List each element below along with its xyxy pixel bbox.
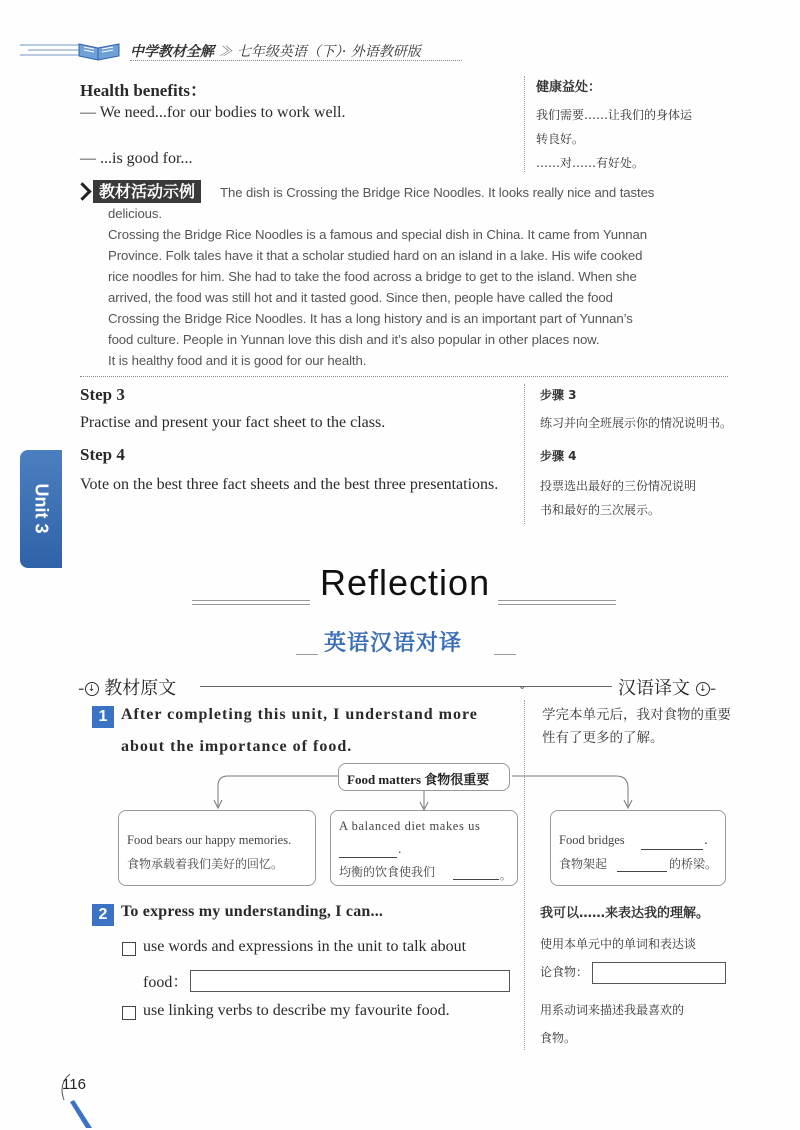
question-1-cn-a: 学完本单元后，我对食物的重要 [542, 707, 731, 723]
question-1-line-2: about the importance of food. [121, 738, 353, 755]
diet-box-cn-period: 。 [500, 869, 511, 882]
bridge-box-period: . [704, 833, 708, 847]
health-cn-line-2: ……对……有好处。 [536, 156, 645, 170]
food-matters-label: Food matters 食物很重要 [347, 772, 490, 787]
question-1-line-1: After completing this unit, I understand more [121, 706, 478, 723]
option-1-line-1: use words and expressions in the unit to talk about [143, 938, 467, 955]
question-1-badge: 1 [92, 706, 114, 728]
example-line-6: Crossing the Bridge Rice Noodles. It has a long history and is an important part of Yunnan’s [108, 311, 633, 326]
diet-box-blank-2[interactable] [453, 867, 499, 880]
reflection-title: Reflection [320, 562, 491, 603]
header-book-subtitle: 七年级英语（下）· 外语教研版 [236, 44, 421, 60]
question-2-badge: 2 [92, 904, 114, 926]
original-text-head: - ↓ 教材原文 [78, 678, 177, 699]
option-1-answer-field[interactable] [190, 970, 510, 992]
option-1-line-2: food： [143, 974, 189, 991]
page-number: 116 [62, 1076, 86, 1093]
memory-box-en: Food bears our happy memories. [127, 833, 292, 847]
translation-label: 汉语译文 [618, 678, 690, 699]
example-line-0: The dish is Crossing the Bridge Rice Noodles. It looks really nice and tastes [220, 185, 655, 200]
question-2-text: To express my understanding, I can... [121, 903, 384, 920]
question-1-cn-b: 性有了更多的了解。 [542, 730, 664, 746]
example-line-5: arrived, the food was still hot and it tasted good. Since then, people have called the food [108, 290, 613, 305]
example-line-4: rice noodles for him. She had to take the food across a bridge to get to the island. When she [108, 269, 637, 284]
section-head-mark: ⌄ [518, 681, 527, 692]
example-line-8: It is healthy food and it is good for our health. [108, 353, 367, 368]
option-2-cn-b: 食物。 [540, 1031, 577, 1045]
diet-box [330, 810, 518, 886]
original-text-label: 教材原文 [104, 678, 177, 699]
health-cn-line-1a: 我们需要……让我们的身体运 [536, 108, 693, 122]
translation-head: 汉语译文 ↓ - [618, 678, 717, 699]
option-1-cn-b: 论食物： [540, 965, 589, 979]
bridge-box-blank-2[interactable] [617, 857, 667, 872]
health-line-1: — We need...for our bodies to work well. [80, 104, 346, 121]
down-circle-icon: ↓ [696, 682, 710, 696]
option-2-cn-a: 用系动词来描述我最喜欢的 [540, 1003, 685, 1017]
bridge-box-cn-b: 的桥梁。 [669, 857, 718, 871]
bridge-box-blank-1[interactable] [641, 835, 703, 850]
option-1-cn-answer-field[interactable] [592, 962, 726, 984]
memory-box-cn: 食物承载着我们美好的回忆。 [127, 857, 284, 871]
header-title: 中学教材全解 ≫ 七年级英语（下）· 外语教研版 [130, 44, 421, 60]
step-3-cn-text: 练习并向全班展示你的情况说明书。 [540, 416, 733, 430]
option-1-cn-a: 使用本单元中的单词和表达谈 [540, 937, 697, 951]
header-book-name: 中学教材全解 [130, 44, 214, 60]
step-3-title: Step 3 [80, 385, 125, 404]
memory-box [118, 810, 316, 886]
step-4-cn-title: 步骤 4 [540, 449, 577, 463]
step-4-title: Step 4 [80, 445, 125, 464]
step-3-cn-title: 步骤 3 [540, 388, 577, 402]
example-tag: 教材活动示例 [93, 180, 201, 203]
step-3-text: Practise and present your fact sheet to the class. [80, 414, 386, 431]
bridge-box-en: Food bridges [559, 833, 625, 847]
unit-tab-label: Unit 3 [31, 483, 52, 534]
health-heading: Health benefits： [80, 81, 208, 100]
diet-box-period: . [398, 843, 402, 856]
down-circle-icon: ↓ [85, 682, 99, 696]
option-1-checkbox[interactable] [122, 942, 136, 956]
step-4-text: Vote on the best three fact sheets and the best three presentations. [80, 476, 499, 493]
option-2-text: use linking verbs to describe my favourite food. [143, 1002, 450, 1019]
health-cn-line-1b: 转良好。 [536, 132, 585, 146]
bridge-box-cn-a: 食物架起 [559, 857, 608, 871]
example-line-2: Crossing the Bridge Rice Noodles is a famous and special dish in China. It came from Yunnan [108, 227, 647, 242]
example-line-3: Province. Folk tales have it that a scholar studied hard on an island in a lake. His wife cooked [108, 248, 643, 263]
health-line-2: — ...is good for... [80, 150, 193, 167]
food-matters-box [338, 763, 510, 791]
column-divider-bottom [524, 700, 525, 1050]
step-4-cn-text-a: 投票选出最好的三份情况说明 [540, 479, 697, 493]
question-2-cn: 我可以……来表达我的理解。 [540, 906, 710, 921]
option-2-checkbox[interactable] [122, 1006, 136, 1020]
example-line-7: food culture. People in Yunnan love this dish and it’s also popular in other places now. [108, 332, 600, 347]
example-line-1: delicious. [108, 206, 162, 221]
diet-box-cn: 均衡的饮食使我们 [339, 865, 436, 879]
diet-box-en: A balanced diet makes us [339, 819, 481, 833]
diet-box-blank-1[interactable] [339, 845, 397, 858]
health-cn-heading: 健康益处： [536, 80, 602, 95]
reflection-subtitle: 英语汉语对译 [324, 631, 463, 656]
bridge-box [550, 810, 726, 886]
step-4-cn-text-b: 书和最好的三次展示。 [540, 503, 661, 517]
